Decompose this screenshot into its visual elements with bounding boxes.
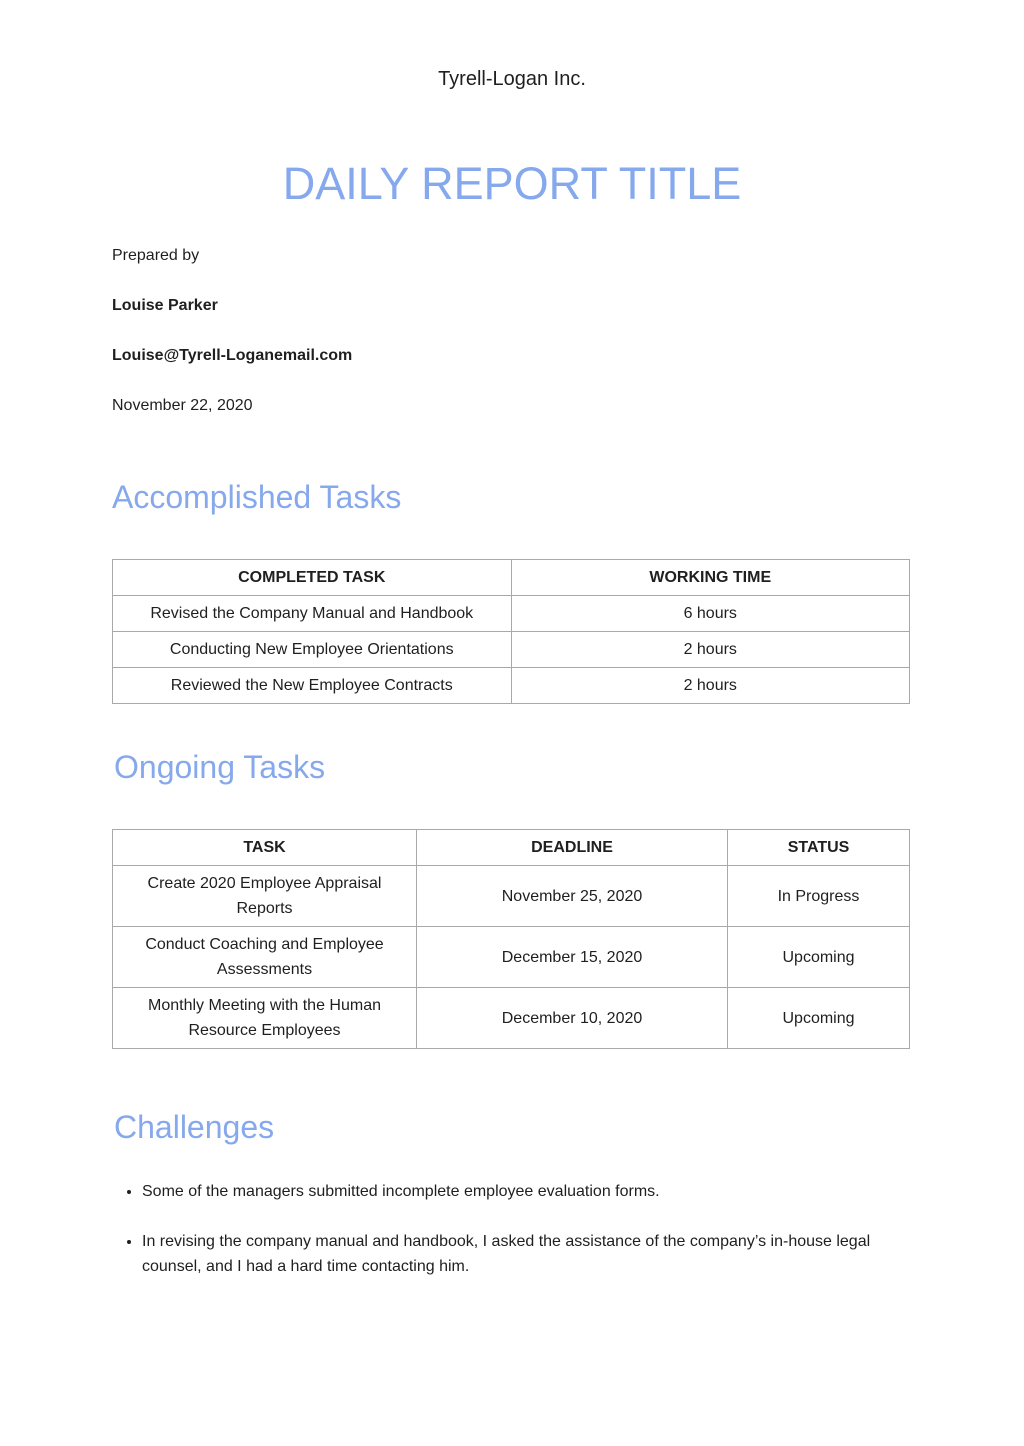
column-header-task: TASK xyxy=(113,830,417,866)
status-cell: Upcoming xyxy=(728,927,910,988)
table-row xyxy=(113,596,910,632)
deadline-cell: December 10, 2020 xyxy=(417,988,728,1049)
task-cell: Monthly Meeting with the Human Resource Employees xyxy=(113,988,417,1049)
table-row xyxy=(113,632,910,668)
list-item: • In revising the company manual and handbook, I asked the assistance of the company’s in-house legal counsel, and I had a hard time contacting him. xyxy=(142,1229,932,1279)
accomplished-tasks-heading: Accomplished Tasks xyxy=(112,479,402,515)
working-time-cell: 2 hours xyxy=(511,632,910,668)
working-time-cell: 6 hours xyxy=(511,596,910,632)
column-header-working-time: WORKING TIME xyxy=(511,560,910,596)
status-cell: In Progress xyxy=(728,866,910,927)
challenges-list xyxy=(112,1179,932,1304)
completed-task-cell: Revised the Company Manual and Handbook xyxy=(113,596,512,632)
preparer-name: Louise Parker xyxy=(112,297,218,314)
table-row xyxy=(113,668,910,704)
ongoing-tasks-table xyxy=(112,829,910,1049)
table-row xyxy=(113,927,910,988)
completed-task-cell: Conducting New Employee Orientations xyxy=(113,632,512,668)
ongoing-tasks-heading: Ongoing Tasks xyxy=(114,749,326,785)
report-date: November 22, 2020 xyxy=(112,397,253,414)
column-header-deadline: DEADLINE xyxy=(417,830,728,866)
table-header-row xyxy=(113,560,910,596)
challenges-heading: Challenges xyxy=(114,1109,275,1145)
deadline-cell: December 15, 2020 xyxy=(417,927,728,988)
prepared-by-label: Prepared by xyxy=(112,247,200,264)
list-item: • Some of the managers submitted incomplete employee evaluation forms. xyxy=(142,1179,932,1204)
completed-task-cell: Reviewed the New Employee Contracts xyxy=(113,668,512,704)
table-row xyxy=(113,988,910,1049)
accomplished-tasks-table xyxy=(112,559,910,704)
table-row xyxy=(113,866,910,927)
column-header-status: STATUS xyxy=(728,830,910,866)
deadline-cell: November 25, 2020 xyxy=(417,866,728,927)
column-header-completed-task: COMPLETED TASK xyxy=(113,560,512,596)
table-header-row xyxy=(113,830,910,866)
preparer-email: Louise@Tyrell-Loganemail.com xyxy=(112,347,353,364)
company-name: Tyrell-Logan Inc. xyxy=(438,68,586,90)
report-title: DAILY REPORT TITLE xyxy=(282,158,742,209)
task-cell: Create 2020 Employee Appraisal Reports xyxy=(113,866,417,927)
working-time-cell: 2 hours xyxy=(511,668,910,704)
task-cell: Conduct Coaching and Employee Assessments xyxy=(113,927,417,988)
status-cell: Upcoming xyxy=(728,988,910,1049)
